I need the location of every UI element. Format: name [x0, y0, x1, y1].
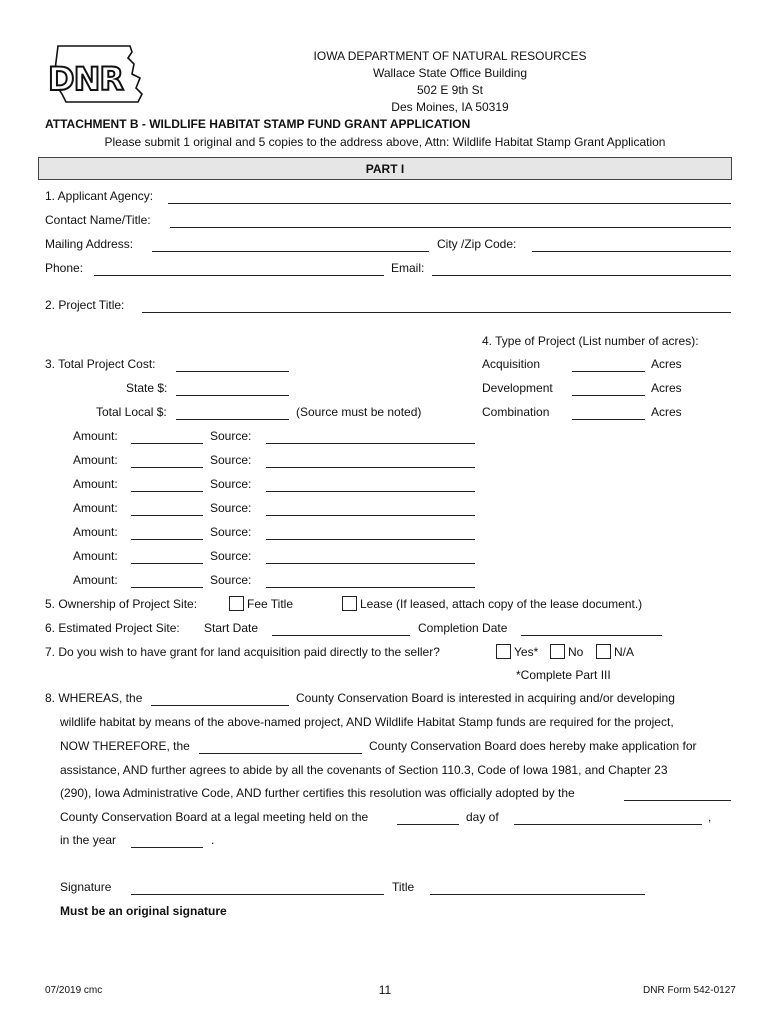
- type-heading: 4. Type of Project (List number of acres):: [482, 334, 699, 348]
- amount-label: Amount:: [73, 477, 118, 491]
- fee-title-checkbox[interactable]: [229, 596, 244, 611]
- development-acres-unit: Acres: [651, 381, 682, 395]
- start-date-field[interactable]: [272, 635, 410, 636]
- dept-name: IOWA DEPARTMENT OF NATURAL RESOURCES: [313, 49, 587, 63]
- combination-acres-field[interactable]: [572, 419, 645, 420]
- lease-checkbox[interactable]: [342, 596, 357, 611]
- amount-label: Amount:: [73, 453, 118, 467]
- total-cost-field[interactable]: [176, 371, 289, 372]
- amount-field[interactable]: [131, 443, 203, 444]
- adopted-by-field[interactable]: [624, 800, 731, 801]
- acquisition-acres-field[interactable]: [572, 371, 645, 372]
- amount-label: Amount:: [73, 573, 118, 587]
- logo-text: DNR: [48, 60, 123, 98]
- source-note: (Source must be noted): [296, 405, 422, 419]
- applicant-agency-field[interactable]: [168, 203, 731, 204]
- phone-label: Phone:: [45, 261, 84, 275]
- amount-label: Amount:: [73, 549, 118, 563]
- meeting-day-field[interactable]: [397, 824, 459, 825]
- combination-acres-unit: Acres: [651, 405, 682, 419]
- amount-field[interactable]: [131, 491, 203, 492]
- na-label: N/A: [614, 645, 635, 659]
- title-label: Title: [392, 880, 415, 894]
- source-label: Source:: [210, 573, 252, 587]
- source-label: Source:: [210, 453, 252, 467]
- source-label: Source:: [210, 549, 252, 563]
- form-title: ATTACHMENT B - WILDLIFE HABITAT STAMP FUND GRANT APPLICATION: [45, 117, 471, 131]
- lease-label: Lease (If leased, attach copy of the lease document.): [360, 597, 643, 611]
- source-label: Source:: [210, 525, 252, 539]
- resolution-l4: assistance, AND further agrees to abide by all the covenants of Section 110.3, Code of Iowa 1981, and Chapter 23: [60, 763, 668, 777]
- title-field[interactable]: [430, 894, 645, 895]
- amount-field[interactable]: [131, 587, 203, 588]
- street-address: 502 E 9th St: [416, 83, 484, 97]
- resolution-l2: wildlife habitat by means of the above-named project, AND Wildlife Habitat Stamp funds are required for the project,: [60, 715, 674, 729]
- schedule-label: 6. Estimated Project Site:: [45, 621, 180, 635]
- signature-field[interactable]: [131, 894, 384, 895]
- completion-date-field[interactable]: [521, 635, 662, 636]
- resolution-l1b: County Conservation Board is interested in acquiring and/or developing: [296, 691, 675, 705]
- city-address: Des Moines, IA 50319: [391, 100, 509, 114]
- acquisition-acres-unit: Acres: [651, 357, 682, 371]
- development-acres-field[interactable]: [572, 395, 645, 396]
- resolution-l1a: 8. WHEREAS, the: [45, 691, 143, 705]
- source-field[interactable]: [266, 467, 475, 468]
- city-zip-label: City /Zip Code:: [437, 237, 517, 251]
- amount-field[interactable]: [131, 563, 203, 564]
- local-label: Total Local $:: [96, 405, 167, 419]
- signature-label: Signature: [60, 880, 112, 894]
- no-checkbox[interactable]: [550, 644, 565, 659]
- yes-label: Yes*: [514, 645, 539, 659]
- start-date-label: Start Date: [204, 621, 259, 635]
- applicant-agency-label: 1. Applicant Agency:: [45, 189, 154, 203]
- instructions: Please submit 1 original and 5 copies to the address above, Attn: Wildlife Habitat Stamp Grant Application: [104, 135, 666, 149]
- amount-field[interactable]: [131, 467, 203, 468]
- county-field-1[interactable]: [151, 705, 289, 706]
- source-field[interactable]: [266, 443, 475, 444]
- source-field[interactable]: [266, 491, 475, 492]
- email-label: Email:: [391, 261, 425, 275]
- resolution-l6b: day of: [466, 810, 499, 824]
- email-field[interactable]: [432, 275, 731, 276]
- seller-question: 7. Do you wish to have grant for land acquisition paid directly to the seller?: [45, 645, 440, 659]
- development-label: Development: [482, 381, 553, 395]
- state-field[interactable]: [176, 395, 289, 396]
- mailing-field[interactable]: [152, 251, 429, 252]
- resolution-l7a: in the year: [60, 833, 117, 847]
- yes-checkbox[interactable]: [496, 644, 511, 659]
- signature-note: Must be an original signature: [60, 904, 227, 918]
- resolution-l3a: NOW THEREFORE, the: [60, 739, 190, 753]
- combination-label: Combination: [482, 405, 550, 419]
- project-title-field[interactable]: [142, 312, 731, 313]
- total-cost-label: 3. Total Project Cost:: [45, 357, 156, 371]
- resolution-l5: (290), Iowa Administrative Code, AND further certifies this resolution was officially adopted by the: [60, 786, 575, 800]
- meeting-month-field[interactable]: [514, 824, 702, 825]
- meeting-year-field[interactable]: [131, 847, 203, 848]
- source-label: Source:: [210, 429, 252, 443]
- resolution-l7b: .: [211, 833, 215, 847]
- county-field-2[interactable]: [199, 753, 362, 754]
- source-field[interactable]: [266, 539, 475, 540]
- resolution-l6c: ,: [708, 810, 712, 824]
- acquisition-label: Acquisition: [482, 357, 541, 371]
- amount-field[interactable]: [131, 539, 203, 540]
- source-label: Source:: [210, 501, 252, 515]
- na-checkbox[interactable]: [596, 644, 611, 659]
- local-field[interactable]: [176, 419, 289, 420]
- form-number: DNR Form 542-0127: [643, 985, 736, 996]
- project-title-label: 2. Project Title:: [45, 298, 125, 312]
- amount-field[interactable]: [131, 515, 203, 516]
- footer-date: 07/2019 cmc: [45, 985, 103, 996]
- ownership-label: 5. Ownership of Project Site:: [45, 597, 198, 611]
- part-iii-note: *Complete Part III: [516, 668, 611, 682]
- no-label: No: [568, 645, 584, 659]
- mailing-label: Mailing Address:: [45, 237, 134, 251]
- completion-date-label: Completion Date: [418, 621, 508, 635]
- city-zip-field[interactable]: [532, 251, 731, 252]
- amount-label: Amount:: [73, 429, 118, 443]
- source-field[interactable]: [266, 563, 475, 564]
- part-heading: PART I: [38, 157, 732, 180]
- source-field[interactable]: [266, 515, 475, 516]
- fee-title-label: Fee Title: [247, 597, 294, 611]
- contact-field[interactable]: [170, 227, 731, 228]
- dnr-logo: [44, 42, 148, 111]
- source-label: Source:: [210, 477, 252, 491]
- state-label: State $:: [126, 381, 168, 395]
- page-number: 11: [378, 983, 392, 997]
- amount-label: Amount:: [73, 501, 118, 515]
- amount-label: Amount:: [73, 525, 118, 539]
- resolution-l3b: County Conservation Board does hereby make application for: [369, 739, 697, 753]
- phone-field[interactable]: [94, 275, 384, 276]
- contact-label: Contact Name/Title:: [45, 213, 151, 227]
- building: Wallace State Office Building: [372, 66, 528, 80]
- source-field[interactable]: [266, 587, 475, 588]
- resolution-l6a: County Conservation Board at a legal meeting held on the: [60, 810, 369, 824]
